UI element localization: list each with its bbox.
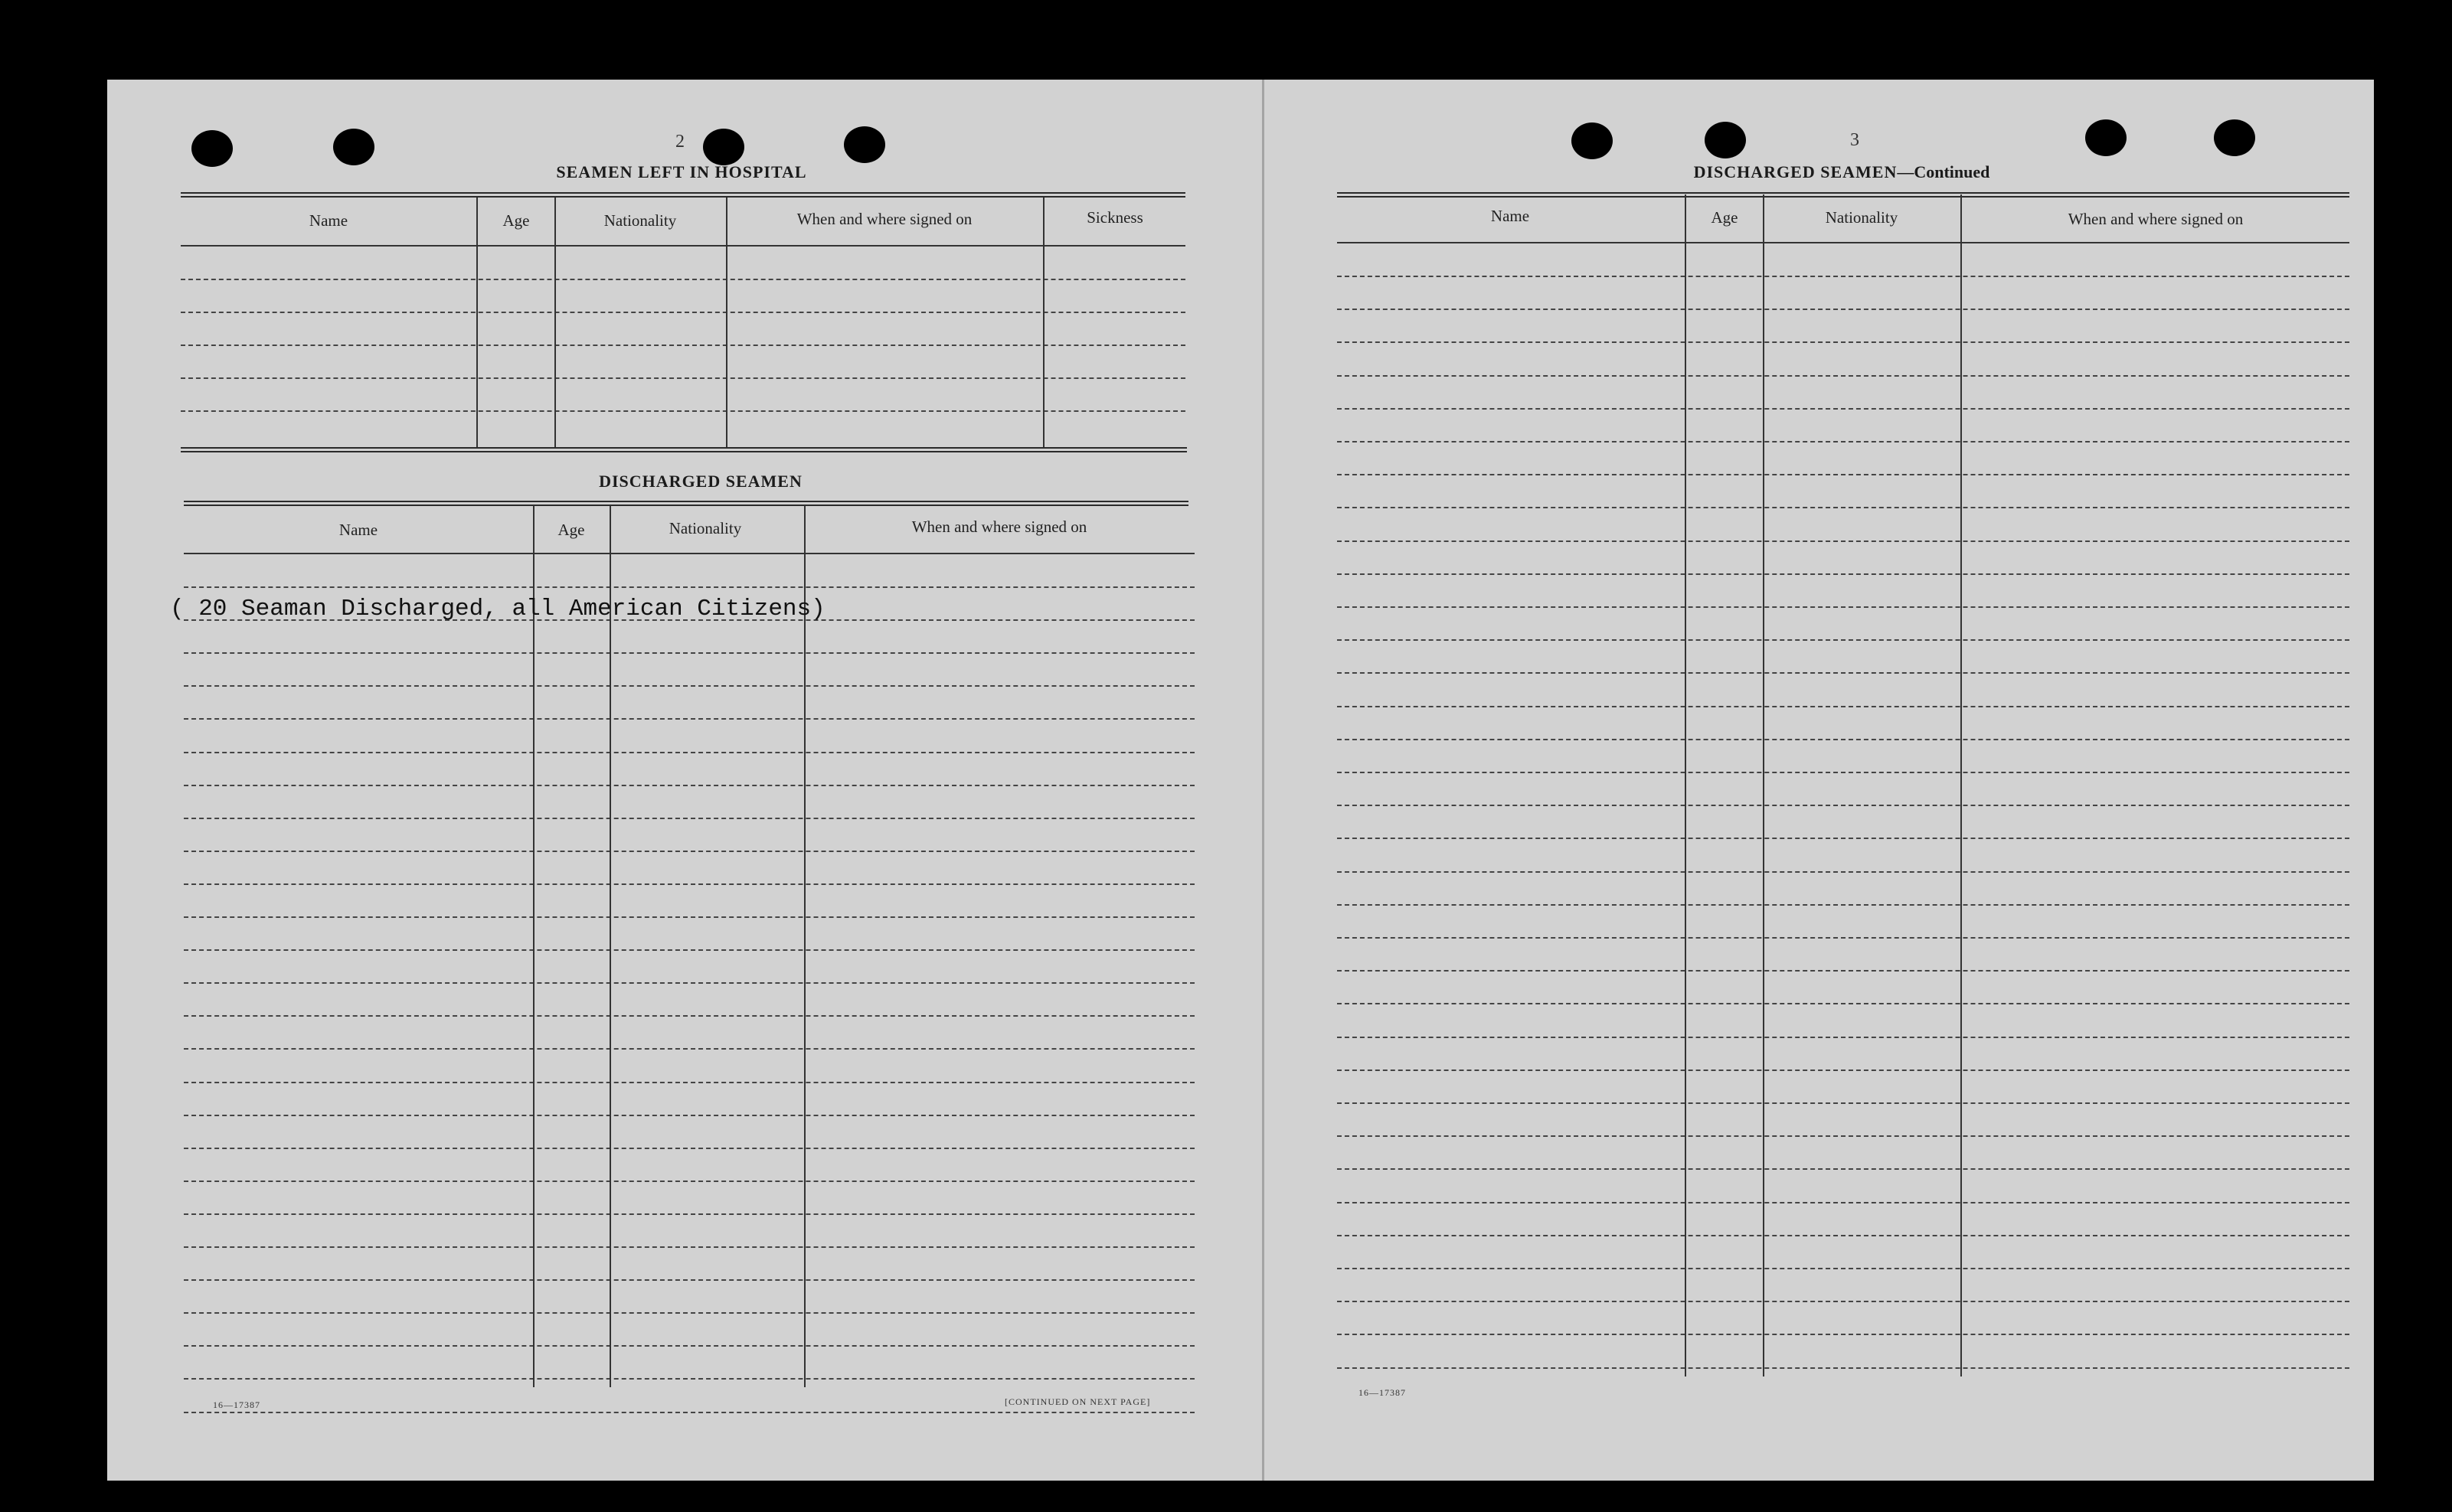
discharged-header-rule: [184, 501, 1188, 506]
table-row-rule: [1337, 1268, 2349, 1269]
punch-hole: [2214, 119, 2255, 156]
hospital-header-rule: [181, 192, 1185, 198]
table-row-rule: [1337, 871, 2349, 873]
table-row-rule: [1337, 937, 2349, 939]
table-row-rule: [184, 1312, 1195, 1314]
table-row-rule: [184, 1213, 1195, 1215]
discharged-title-suffix: —Continued: [1897, 162, 1990, 181]
table-row-rule: [1337, 276, 2349, 277]
table-row-rule: [184, 785, 1195, 786]
table-column-rule: [1685, 194, 1686, 1376]
right-col-name-header: Name: [1490, 207, 1530, 225]
table-row-rule: [1337, 672, 2349, 674]
table-row-rule: [184, 685, 1195, 687]
table-row-rule: [184, 1148, 1195, 1149]
page-fold: [1262, 80, 1264, 1481]
table-row-rule: [184, 1246, 1195, 1248]
table-column-rule: [554, 198, 556, 447]
table-row-rule: [1337, 375, 2349, 377]
table-row-rule: [184, 982, 1195, 984]
punch-hole: [333, 129, 374, 165]
hospital-col-age-header: Age: [502, 211, 530, 230]
punch-hole: [844, 126, 885, 163]
table-column-rule: [533, 505, 535, 1387]
discharged-col-signed-header: When and where signed on: [911, 518, 1087, 536]
table-row-rule: [181, 410, 1185, 412]
table-row-rule: [1337, 1367, 2349, 1369]
right-col-signed-header: When and where signed on: [2068, 210, 2244, 228]
table-row-rule: [184, 1181, 1195, 1182]
table-row-rule: [1337, 1135, 2349, 1137]
punch-hole: [703, 129, 744, 165]
table-row-rule: [1337, 441, 2349, 442]
table-row-rule: [1337, 772, 2349, 773]
table-column-rule: [1763, 194, 1764, 1376]
table-row-rule: [1337, 1003, 2349, 1004]
form-number: 16—17387: [1358, 1387, 1406, 1398]
table-row-rule: [184, 818, 1195, 819]
right-col-age-header: Age: [1711, 208, 1738, 227]
table-row-rule: [1337, 1037, 2349, 1038]
table-row-rule: [184, 752, 1195, 753]
table-header-underline: [1337, 242, 2349, 243]
table-row-rule: [184, 851, 1195, 852]
continued-note: [CONTINUED ON NEXT PAGE]: [1005, 1396, 1151, 1407]
table-row-rule: [184, 1082, 1195, 1083]
page-number: 2: [675, 132, 685, 152]
table-column-rule: [726, 198, 727, 447]
table-row-rule: [181, 345, 1185, 346]
discharged-col-age-header: Age: [557, 521, 585, 539]
table-row-rule: [1337, 507, 2349, 508]
table-row-rule: [1337, 573, 2349, 575]
right-header-rule: [1337, 192, 2349, 198]
discharged-title-main: DISCHARGED SEAMEN: [1693, 162, 1898, 181]
table-column-rule: [1043, 198, 1045, 447]
table-row-rule: [184, 1412, 1195, 1413]
table-row-rule: [181, 279, 1185, 280]
table-row-rule: [184, 1345, 1195, 1347]
page-number: 3: [1850, 130, 1859, 150]
punch-hole: [1705, 122, 1746, 158]
right-col-nationality-header: Nationality: [1825, 208, 1898, 227]
table-row-rule: [1337, 1102, 2349, 1104]
table-row-rule: [1337, 904, 2349, 906]
table-row-rule: [184, 916, 1195, 918]
table-row-rule: [1337, 1168, 2349, 1170]
hospital-col-name-header: Name: [309, 211, 348, 230]
punch-hole: [1571, 122, 1613, 159]
table-row-rule: [1337, 970, 2349, 972]
table-row-rule: [184, 1279, 1195, 1281]
table-column-rule: [610, 505, 611, 1387]
table-column-rule: [476, 198, 478, 447]
table-row-rule: [1337, 540, 2349, 542]
hospital-col-nationality-header: Nationality: [603, 211, 677, 230]
table-row-rule: [1337, 1301, 2349, 1302]
table-row-rule: [1337, 639, 2349, 641]
table-header-underline: [184, 553, 1195, 554]
table-row-rule: [184, 1048, 1195, 1050]
punch-hole: [2085, 119, 2127, 156]
discharged-section-title: DISCHARGED SEAMEN: [599, 472, 803, 491]
table-row-rule: [1337, 805, 2349, 806]
table-column-rule: [804, 505, 806, 1387]
table-row-rule: [1337, 474, 2349, 475]
discharged-continued-title: [1608, 162, 2075, 182]
hospital-col-signed-header: When and where signed on: [796, 210, 973, 228]
table-row-rule: [1337, 706, 2349, 707]
punch-hole: [191, 130, 233, 167]
hospital-section-title: SEAMEN LEFT IN HOSPITAL: [556, 162, 807, 181]
discharged-col-nationality-header: Nationality: [669, 519, 742, 537]
table-column-rule: [1960, 194, 1962, 1376]
table-row-rule: [184, 586, 1195, 588]
discharged-col-name-header: Name: [338, 521, 378, 539]
table-row-rule: [1337, 408, 2349, 410]
ledger-sheet: [107, 80, 2374, 1481]
table-row-rule: [1337, 1334, 2349, 1335]
form-number: 16—17387: [213, 1399, 260, 1410]
table-row-rule: [1337, 838, 2349, 839]
table-row-rule: [1337, 341, 2349, 343]
table-row-rule: [184, 718, 1195, 720]
hospital-bottom-rule: [181, 447, 1187, 452]
typed-note: ( 20 Seaman Discharged, all American Citizens): [170, 596, 826, 622]
table-row-rule: [1337, 1070, 2349, 1071]
table-row-rule: [184, 883, 1195, 885]
table-row-rule: [181, 377, 1185, 379]
table-row-rule: [1337, 309, 2349, 310]
table-header-underline: [181, 245, 1185, 247]
table-row-rule: [181, 312, 1185, 313]
table-row-rule: [184, 652, 1195, 654]
table-row-rule: [1337, 739, 2349, 740]
table-row-rule: [184, 1115, 1195, 1116]
table-row-rule: [1337, 1202, 2349, 1203]
table-row-rule: [184, 949, 1195, 951]
table-row-rule: [1337, 606, 2349, 608]
table-row-rule: [184, 1015, 1195, 1017]
table-row-rule: [1337, 1235, 2349, 1236]
table-row-rule: [184, 1378, 1195, 1380]
hospital-col-sickness-header: Sickness: [1087, 208, 1143, 227]
